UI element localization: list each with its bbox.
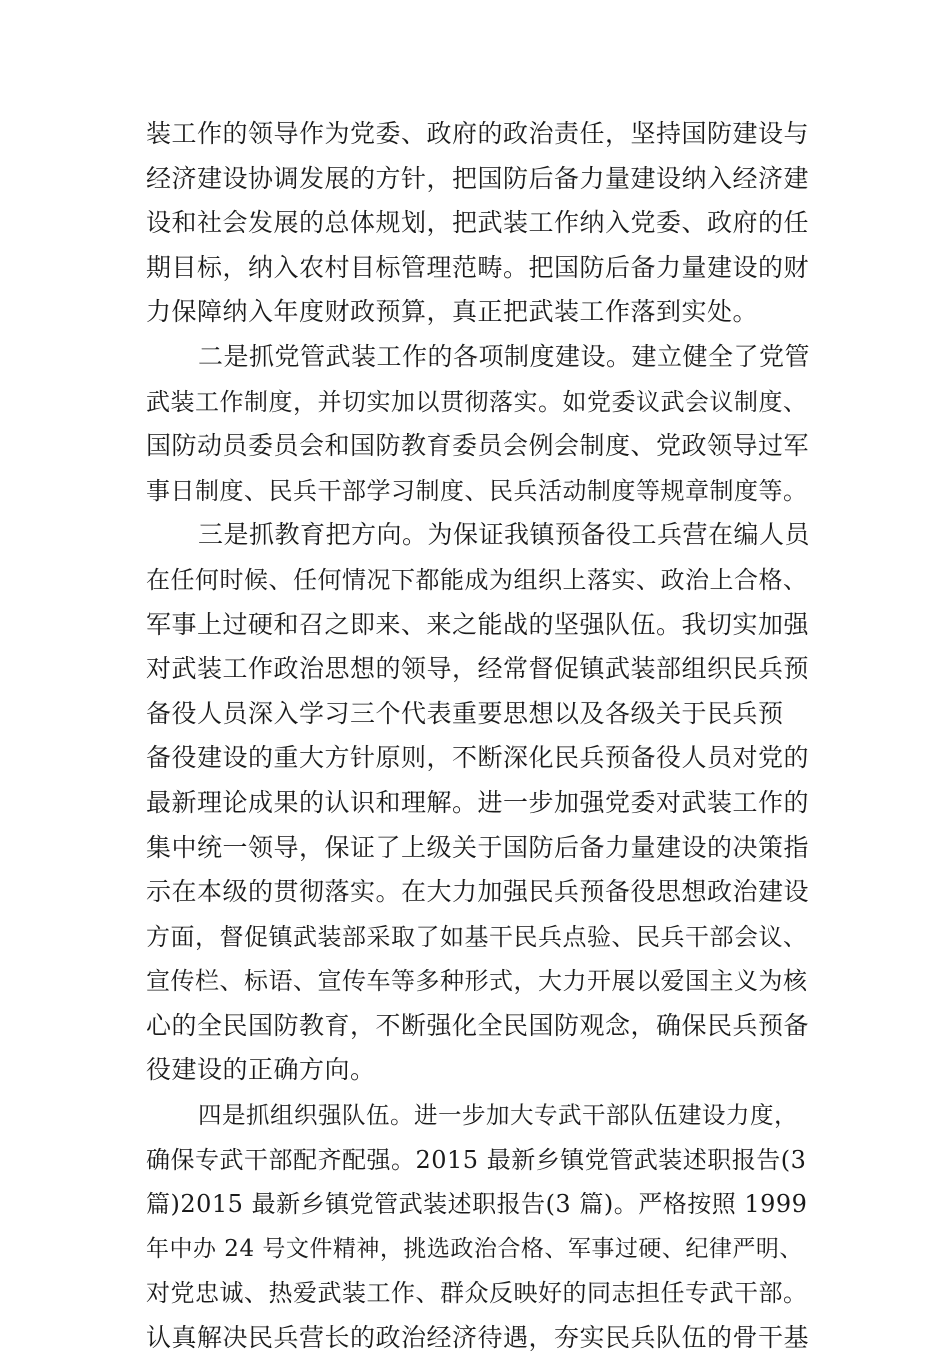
paragraph-start-line: 四是抓组织强队伍。进一步加大专武干部队伍建设力度， [198, 1101, 798, 1130]
paragraph-start-line: 三是抓教育把方向。为保证我镇预备役工兵营在编人员 [198, 520, 811, 550]
text-line: 认真解决民兵营长的政治经济待遇，夯实民兵队伍的骨干基 [146, 1323, 810, 1353]
text-line: 集中统一领导，保证了上级关于国防后备力量建设的决策指 [146, 832, 810, 862]
text-line: 装工作的领导作为党委、政府的政治责任，坚持国防建设与 [146, 119, 810, 148]
text-line: 役建设的正确方向。 [146, 1055, 376, 1085]
text-line: 对党忠诚、热爱武装工作、群众反映好的同志担任专武干部。 [146, 1279, 808, 1308]
text-line: 方面，督促镇武装部采取了如基干民兵点验、民兵干部会议、 [146, 922, 808, 951]
text-line: 示在本级的贯彻落实。在大力加强民兵预备役思想政治建设 [146, 877, 810, 907]
text-line: 期目标，纳入农村目标管理范畴。把国防后备力量建设的财 [146, 252, 810, 282]
text-line: 事日制度、民兵干部学习制度、民兵活动制度等规章制度等。 [146, 476, 808, 505]
text-line: 军事上过硬和召之即来、来之能战的坚强队伍。我切实加强 [146, 609, 810, 639]
text-line: 对武装工作政治思想的领导，经常督促镇武装部组织民兵预 [146, 654, 810, 684]
text-line: 在任何时候、任何情况下都能成为组织上落实、政治上合格、 [146, 565, 808, 594]
text-line: 国防动员委员会和国防教育委员会例会制度、党政领导过军 [146, 431, 810, 461]
text-line: 武装工作制度，并切实加以贯彻落实。如党委议武会议制度、 [146, 387, 808, 416]
document-body [146, 112, 810, 1361]
text-line: 确保专武干部配齐配强。2015 最新乡镇党管武装述职报告(3 [146, 1145, 807, 1174]
text-line: 备役建设的重大方针原则，不断深化民兵预备役人员对党的 [146, 743, 810, 773]
text-line: 篇)2015 最新乡镇党管武装述职报告(3 篇)。严格按照 1999 [146, 1190, 808, 1219]
text-line: 年中办 24 号文件精神，挑选政治合格、军事过硬、纪律严明、 [146, 1235, 803, 1262]
text-line: 备役人员深入学习三个代表重要思想以及各级关于民兵预 [146, 698, 784, 728]
text-line: 设和社会发展的总体规划，把武装工作纳入党委、政府的任 [146, 208, 810, 238]
text-line: 心的全民国防教育，不断强化全民国防观念，确保民兵预备 [146, 1010, 810, 1040]
text-line: 经济建设协调发展的方针，把国防后备力量建设纳入经济建 [146, 163, 810, 193]
text-line: 力保障纳入年度财政预算，真正把武装工作落到实处。 [146, 297, 759, 327]
text-line: 宣传栏、标语、宣传车等多种形式，大力开展以爱国主义为核 [146, 967, 808, 996]
text-line: 最新理论成果的认识和理解。进一步加强党委对武装工作的 [146, 787, 810, 817]
paragraph-start-line: 二是抓党管武装工作的各项制度建设。建立健全了党管 [198, 341, 811, 371]
